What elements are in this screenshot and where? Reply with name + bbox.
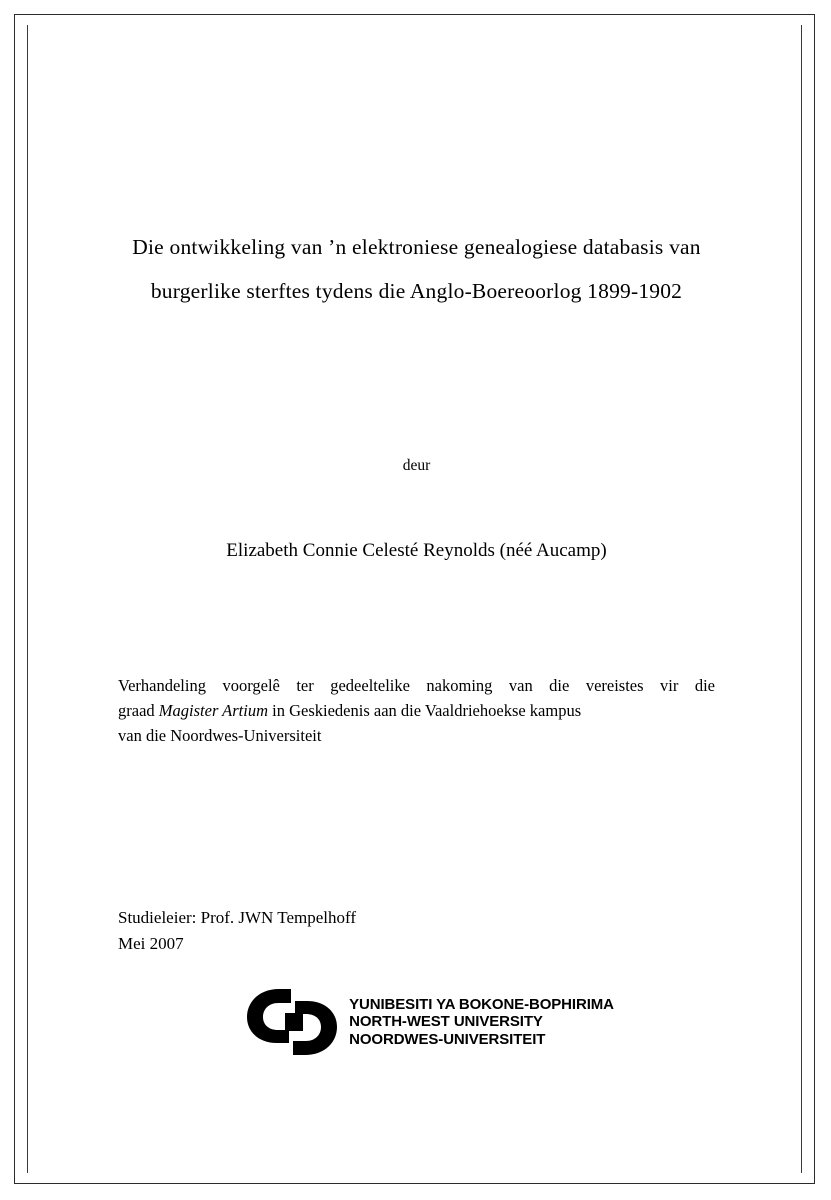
submission-date: Mei 2007: [118, 934, 184, 953]
logo-wrapper: [245, 985, 614, 1059]
submission-line-2-post: in Geskiedenis aan die Vaaldriehoekse kampus: [268, 701, 582, 720]
logo-text: [349, 996, 614, 1049]
logo-text-line-1: YUNIBESITI YA BOKONE-BOPHIRIMA: [349, 995, 614, 1013]
page-title-line-1: Die ontwikkeling van ’n elektroniese genealogiese databasis van: [132, 235, 701, 259]
page-inner-frame: [27, 25, 802, 1173]
submission-statement: [118, 673, 715, 748]
logo-text-line-3: NOORDWES-UNIVERSITEIT: [349, 1030, 546, 1048]
university-logo-block: [118, 985, 715, 1059]
page-title-line-2: burgerlike sterftes tydens die Anglo-Boereoorlog 1899-1902: [150, 279, 683, 303]
supervisor-name: Studieleier: Prof. JWN Tempelhoff: [118, 908, 357, 927]
by-word: deur: [402, 457, 431, 474]
supervisor-block: [118, 905, 715, 957]
degree-name: Magister Artium: [158, 701, 269, 720]
logo-text-line-2: NORTH-WEST UNIVERSITY: [349, 1013, 543, 1031]
submission-line-2: [118, 698, 715, 723]
author-name: Elizabeth Connie Celesté Reynolds (néé Aucamp): [226, 540, 607, 561]
submission-line-3: van die Noordwes-Universiteit: [118, 726, 322, 745]
nwu-logo-icon: [245, 985, 341, 1059]
page-title: [118, 225, 715, 313]
page-sheet: [14, 14, 815, 1184]
submission-line-1: Verhandeling voorgelê ter gedeeltelike nakoming van die vereistes vir die: [118, 676, 715, 695]
submission-line-2-pre: graad: [118, 701, 159, 720]
title-page-content: [118, 25, 715, 1173]
